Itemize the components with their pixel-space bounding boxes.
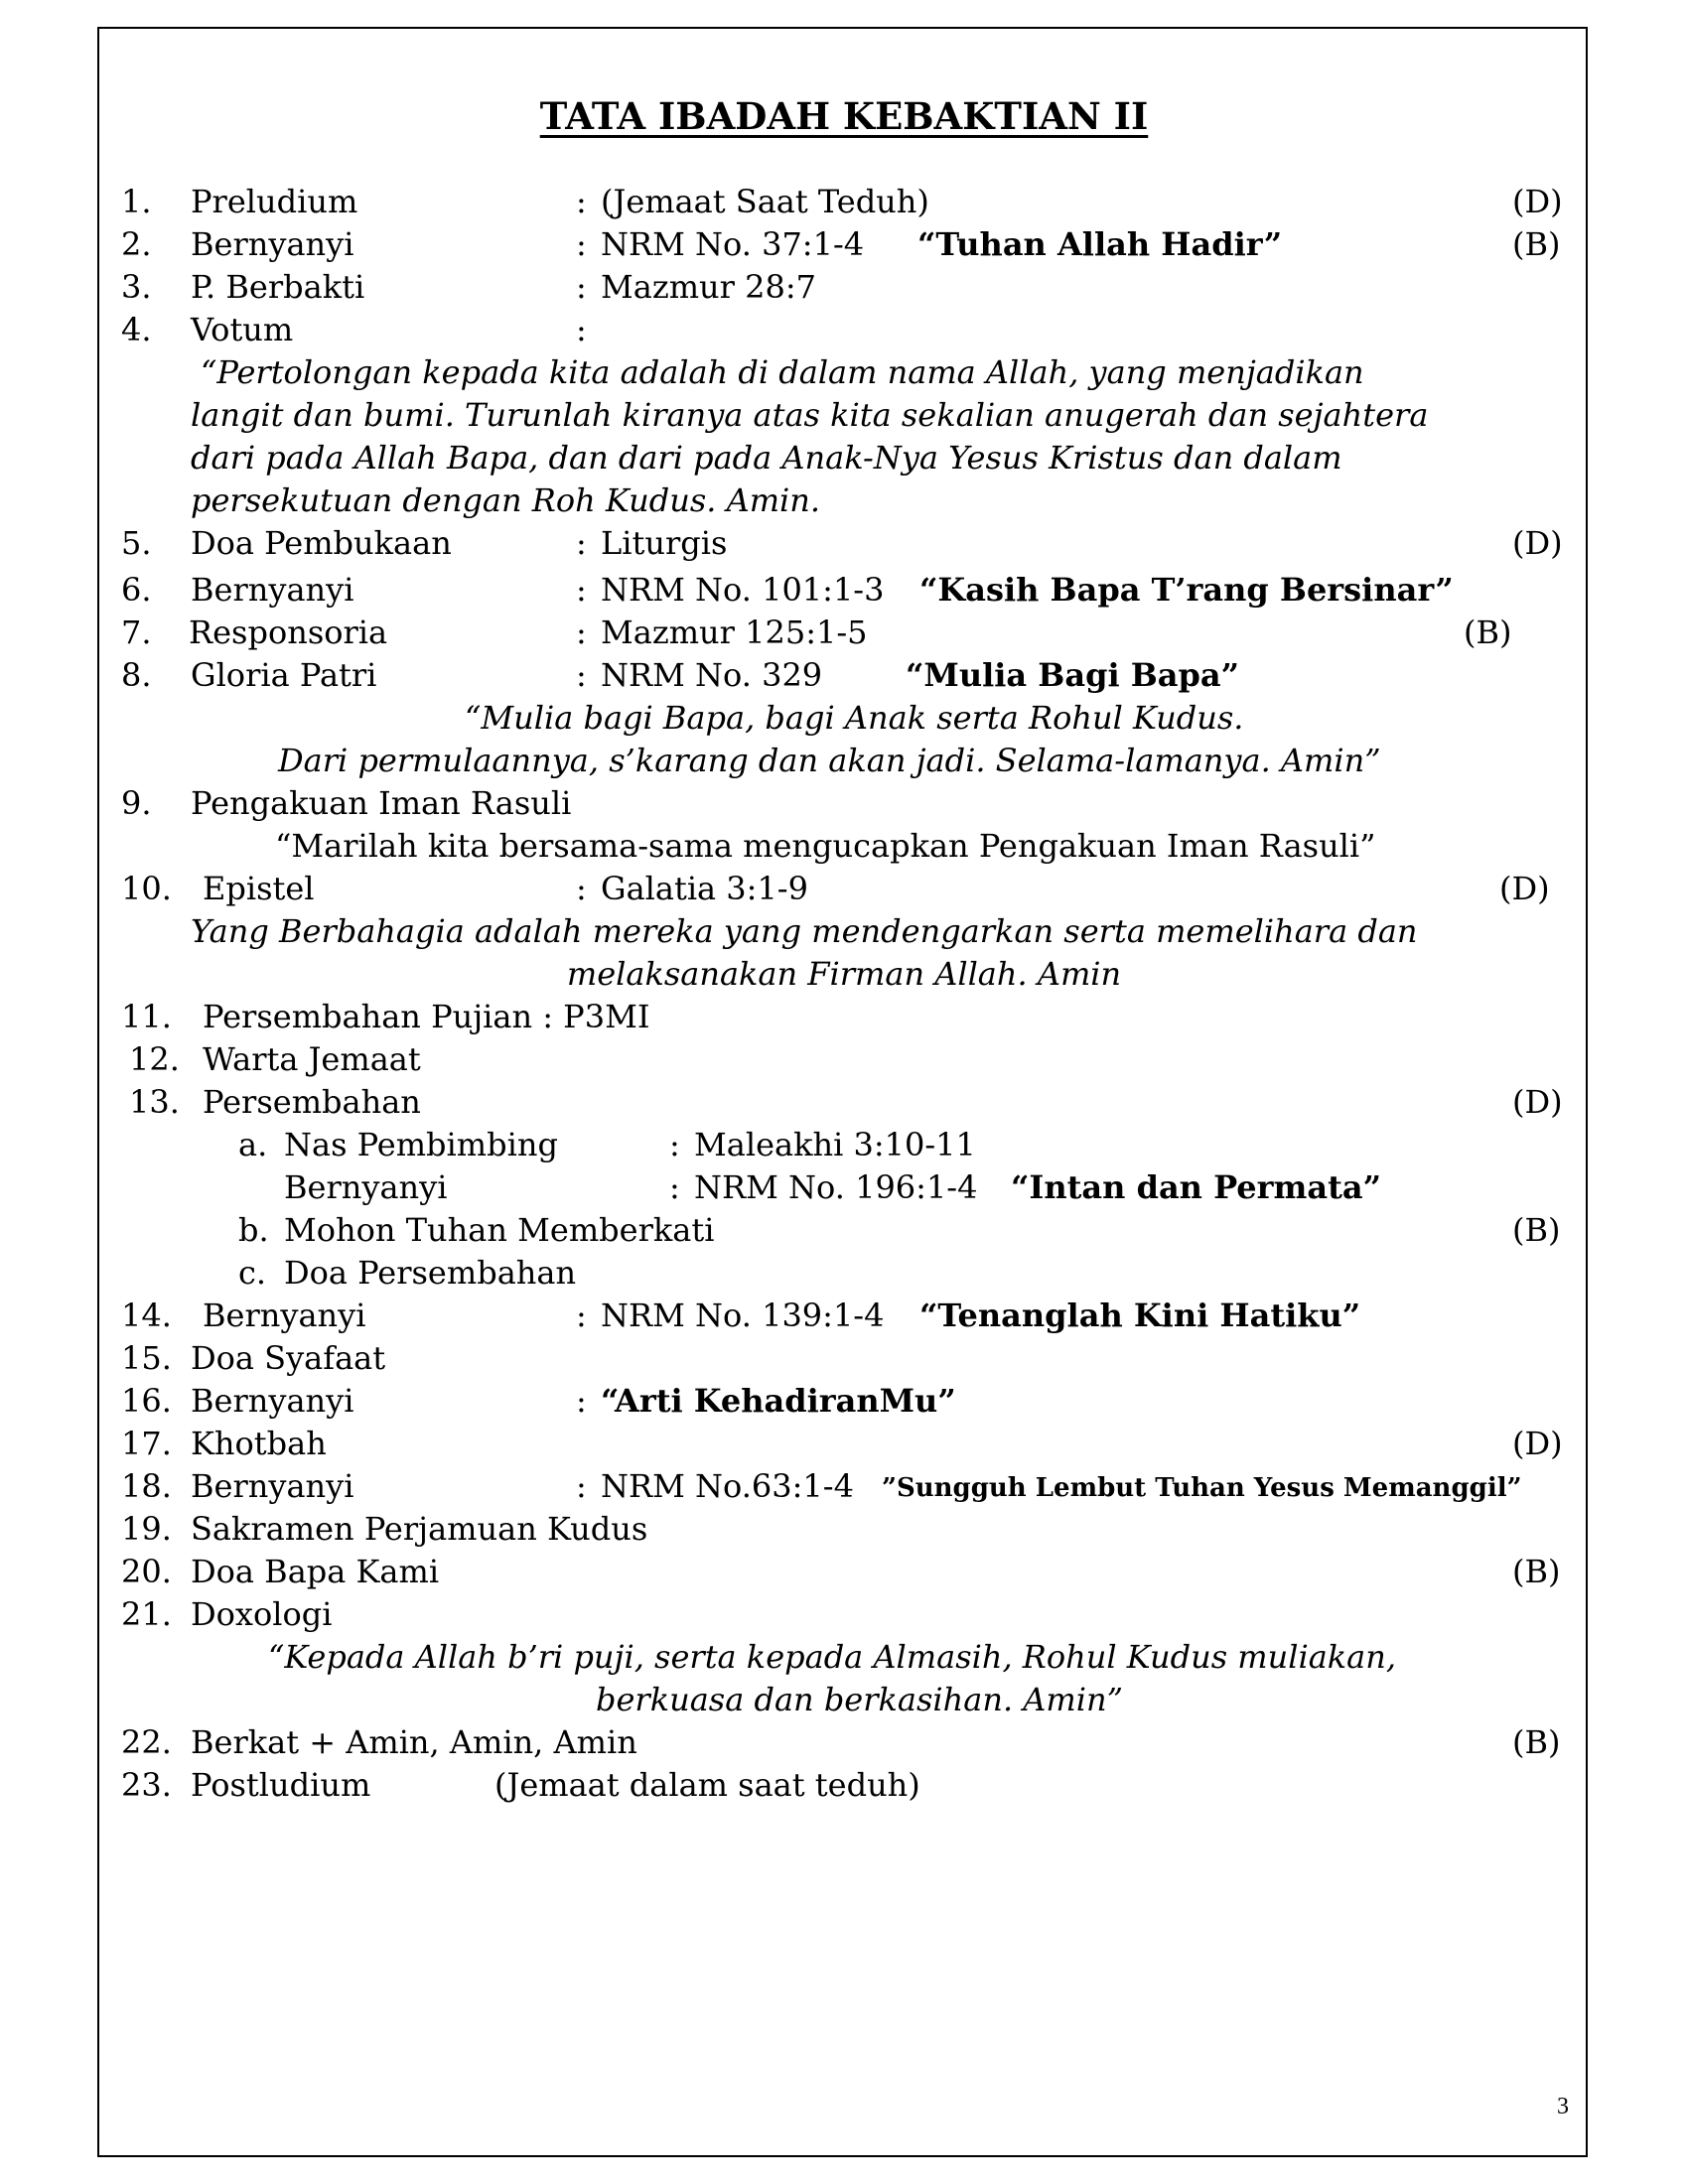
item-separator: : — [576, 1297, 587, 1334]
liturgy-text: “Marilah kita bersama-sama mengucapkan Pengakuan Iman Rasuli” — [275, 827, 1376, 865]
item-number: 3. — [121, 268, 152, 306]
item-code: (B) — [1512, 1723, 1561, 1761]
item-label: Persembahan Pujian : P3MI — [203, 998, 650, 1035]
item-value: (Jemaat Saat Teduh) — [601, 183, 929, 220]
item-separator: : — [576, 571, 587, 609]
song-title: “Intan dan Permata” — [1011, 1168, 1382, 1206]
item-value: NRM No. 101:1-3 — [601, 571, 885, 609]
liturgy-text: persekutuan dengan Roh Kudus. Amin. — [191, 481, 821, 519]
song-title: “Arti KehadiranMu” — [601, 1382, 956, 1420]
item-label: Pengakuan Iman Rasuli — [191, 784, 572, 822]
liturgy-text: “Mulia bagi Bapa, bagi Anak serta Rohul Kudus. — [465, 699, 1244, 737]
liturgy-text: Yang Berbahagia adalah mereka yang mendengarkan serta memelihara dan — [191, 912, 1418, 950]
item-separator: : — [576, 656, 587, 694]
item-value: Liturgis — [601, 524, 728, 562]
item-code: (D) — [1512, 1083, 1563, 1121]
item-separator: : — [669, 1168, 680, 1206]
liturgy-text: Dari permulaannya, s’karang dan akan jadi. Selama-lamanya. Amin” — [278, 742, 1381, 779]
item-separator: : — [576, 524, 587, 562]
item-code: (B) — [1512, 1211, 1561, 1249]
item-label: Bernyanyi — [191, 571, 354, 609]
liturgy-text: dari pada Allah Bapa, dan dari pada Anak-Nya Yesus Kristus dan dalam — [191, 439, 1342, 477]
item-code: (B) — [1464, 614, 1512, 651]
item-code: (D) — [1512, 183, 1563, 220]
item-number: 20. — [121, 1553, 172, 1590]
item-label: Doxologi — [191, 1595, 333, 1633]
item-separator: : — [576, 311, 587, 348]
item-number: 16. — [121, 1382, 172, 1420]
item-separator: : — [576, 268, 587, 306]
item-value: Mazmur 28:7 — [601, 268, 816, 306]
song-title: ”Sungguh Lembut Tuhan Yesus Memanggil” — [882, 1473, 1522, 1503]
item-separator: : — [576, 870, 587, 907]
item-label: Persembahan — [203, 1083, 421, 1121]
item-label: Bernyanyi — [203, 1297, 366, 1334]
item-label: Khotbah — [191, 1425, 327, 1462]
item-label: Warta Jemaat — [203, 1040, 421, 1078]
liturgy-text: berkuasa dan berkasihan. Amin” — [596, 1681, 1123, 1718]
item-value: NRM No.63:1-4 — [601, 1467, 854, 1505]
item-number: 22. — [121, 1723, 172, 1761]
item-label: Bernyanyi — [191, 1467, 354, 1505]
item-value: Maleakhi 3:10-11 — [694, 1126, 976, 1163]
item-label: Votum — [191, 311, 294, 348]
item-number: 1. — [121, 183, 152, 220]
item-value: NRM No. 139:1-4 — [601, 1297, 885, 1334]
item-label: Bernyanyi — [191, 225, 354, 263]
item-label: Doa Syafaat — [191, 1339, 386, 1377]
liturgy-text: melaksanakan Firman Allah. Amin — [566, 955, 1122, 993]
sub-item-label: Nas Pembimbing — [284, 1126, 558, 1163]
sub-item-letter: c. — [238, 1254, 267, 1292]
item-separator: : — [576, 1382, 587, 1420]
item-label: Epistel — [203, 870, 315, 907]
sub-item-letter: b. — [238, 1211, 269, 1249]
item-number: 5. — [121, 524, 152, 562]
item-label: Berkat + Amin, Amin, Amin — [191, 1723, 637, 1761]
item-number: 15. — [121, 1339, 172, 1377]
item-number: 9. — [121, 784, 152, 822]
item-label: Doa Bapa Kami — [191, 1553, 440, 1590]
item-separator: : — [576, 225, 587, 263]
page-title: TATA IBADAH KEBAKTIAN II — [539, 94, 1149, 138]
item-number: 23. — [121, 1766, 172, 1804]
item-value: Galatia 3:1-9 — [601, 870, 808, 907]
item-label: P. Berbakti — [191, 268, 365, 306]
item-value: (Jemaat dalam saat teduh) — [494, 1766, 920, 1804]
item-number: 13. — [129, 1083, 180, 1121]
item-number: 19. — [121, 1510, 172, 1548]
sub-item-letter: a. — [238, 1126, 268, 1163]
item-separator: : — [576, 183, 587, 220]
sub-item-label: Doa Persembahan — [284, 1254, 577, 1292]
song-title: “Tenanglah Kini Hatiku” — [919, 1297, 1361, 1334]
item-label: Responsoria — [189, 614, 388, 651]
item-number: 18. — [121, 1467, 172, 1505]
item-label: Gloria Patri — [191, 656, 377, 694]
sub-item-label: Mohon Tuhan Memberkati — [284, 1211, 715, 1249]
item-number: 17. — [121, 1425, 172, 1462]
item-separator: : — [576, 614, 587, 651]
item-number: 7. — [121, 614, 152, 651]
item-number: 8. — [121, 656, 152, 694]
item-label: Sakramen Perjamuan Kudus — [191, 1510, 648, 1548]
liturgy-text: “Kepada Allah b’ri puji, serta kepada Almasih, Rohul Kudus muliakan, — [268, 1638, 1397, 1676]
item-number: 4. — [121, 311, 152, 348]
sub-item-label: Bernyanyi — [284, 1168, 448, 1206]
item-code: (D) — [1512, 1425, 1563, 1462]
song-title: “Kasih Bapa T’rang Bersinar” — [919, 571, 1454, 609]
item-number: 11. — [121, 998, 172, 1035]
item-number: 6. — [121, 571, 152, 609]
song-title: “Mulia Bagi Bapa” — [906, 656, 1240, 694]
song-title: “Tuhan Allah Hadir” — [917, 225, 1283, 263]
item-value: Mazmur 125:1-5 — [601, 614, 868, 651]
item-code: (B) — [1512, 225, 1561, 263]
item-number: 12. — [129, 1040, 180, 1078]
liturgy-text: langit dan bumi. Turunlah kiranya atas kita sekalian anugerah dan sejahtera — [191, 396, 1429, 434]
item-number: 21. — [121, 1595, 172, 1633]
item-number: 2. — [121, 225, 152, 263]
item-separator: : — [576, 1467, 587, 1505]
item-code: (D) — [1512, 524, 1563, 562]
item-label: Bernyanyi — [191, 1382, 354, 1420]
item-label: Preludium — [191, 183, 358, 220]
item-number: 14. — [121, 1297, 172, 1334]
item-separator: : — [669, 1126, 680, 1163]
item-label: Postludium — [191, 1766, 371, 1804]
item-code: (D) — [1499, 870, 1550, 907]
item-value: NRM No. 37:1-4 — [601, 225, 865, 263]
item-value: NRM No. 329 — [601, 656, 823, 694]
item-value: NRM No. 196:1-4 — [694, 1168, 978, 1206]
page-number: 3 — [1557, 2094, 1569, 2119]
item-code: (B) — [1512, 1553, 1561, 1590]
liturgy-text: “Pertolongan kepada kita adalah di dalam nama Allah, yang menjadikan — [201, 353, 1364, 391]
item-number: 10. — [121, 870, 172, 907]
item-label: Doa Pembukaan — [191, 524, 452, 562]
